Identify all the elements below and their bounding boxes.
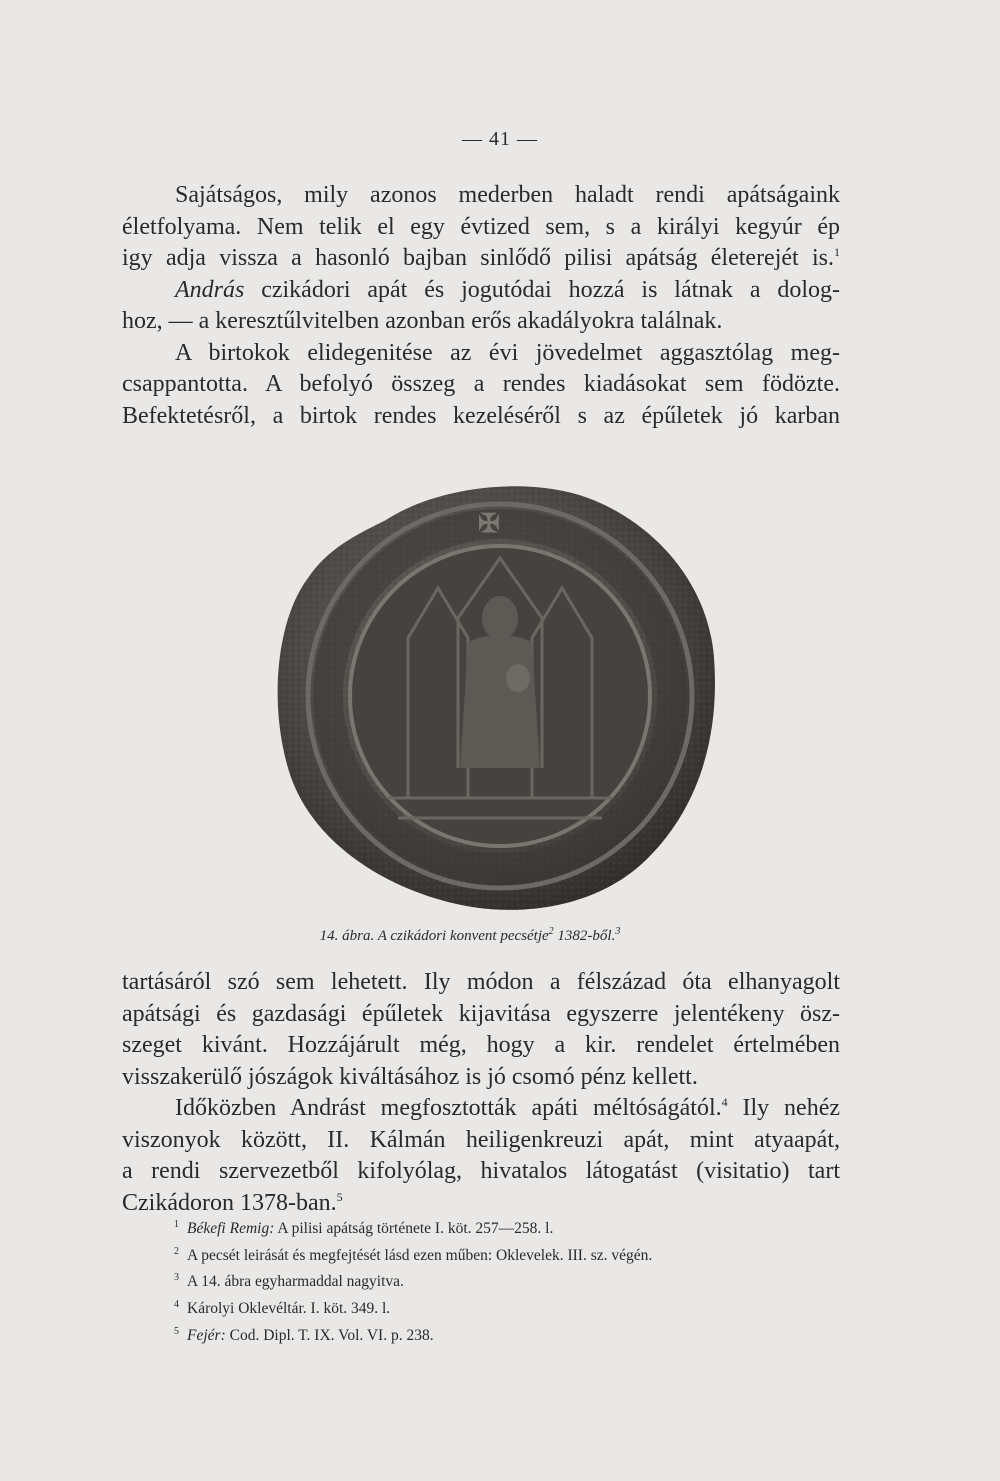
footnote <box>174 1321 854 1348</box>
caption-text: 14. ábra. A czikádori konvent pecsétje <box>319 928 549 944</box>
footnote-mark: 3 <box>174 1272 179 1284</box>
footnote-ref: 1 <box>834 245 840 259</box>
footnote-mark: 1 <box>174 1219 179 1230</box>
line-text: apátsági és gazdasági épűletek kijavitása egyszerre jelentékeny ösz- <box>122 1000 840 1027</box>
text-line <box>122 1125 840 1157</box>
text-line <box>122 275 840 307</box>
footnotes <box>174 1214 854 1347</box>
line-text: Időközben Andrást megfosztották apáti méltóságától. <box>175 1095 722 1121</box>
footnote-mark: 4 <box>174 1298 179 1310</box>
footnote-mark: 5 <box>174 1325 179 1337</box>
figure-caption <box>0 928 940 945</box>
footnote-text: Károlyi Oklevéltár. I. köt. 349. l. <box>187 1300 391 1318</box>
footnote-text: A 14. ábra egyharmaddal nagyitva. <box>187 1273 404 1291</box>
line-text: Ily nehéz <box>727 1095 840 1121</box>
text-line <box>122 180 840 212</box>
line-text: Sajátságos, mily azonos mederben haladt rendi apátságaink <box>175 182 840 208</box>
line-text: A birtokok elidegenitése az évi jövedelmet aggasztólag meg- <box>175 339 840 366</box>
caption-note-ref: 3 <box>615 926 621 937</box>
line-text: a rendi szervezetből kifolyólag, hivatalos látogatást (visitatio) tart <box>122 1158 840 1184</box>
footnote-text: Cod. Dipl. T. IX. Vol. VI. p. 238. <box>225 1326 434 1344</box>
text-line <box>122 1062 840 1094</box>
footnote-text: A pecsét leirását és megfejtését lásd ezen műben: Oklevelek. III. sz. végén. <box>187 1246 653 1264</box>
footnote <box>174 1294 854 1321</box>
caption-note-ref: 2 <box>548 926 554 937</box>
line-text: tartásáról szó sem lehetett. Ily módon a félszázad óta elhanyagolt <box>122 969 840 995</box>
text-line <box>122 243 840 275</box>
text-line <box>122 999 840 1031</box>
footnote <box>174 1267 854 1294</box>
line-text: életfolyama. Nem telik el egy évtized sem, s a királyi kegyúr ép <box>122 213 840 240</box>
line-text: csappantotta. A befolyó összeg a rendes kiadásokat sem födözte. <box>122 371 840 397</box>
text-line <box>122 1030 840 1062</box>
page-number: — 41 — <box>462 128 538 150</box>
text-line <box>122 338 840 370</box>
footnote <box>174 1214 854 1241</box>
line-text: igy adja vissza a hasonló bajban sinlődő pilisi apátság életerejét is. <box>122 245 834 271</box>
footnote <box>174 1241 854 1268</box>
line-text: hoz, — a keresztűlvitelben azonban erős akadályokra találnak. <box>122 308 723 334</box>
line-text: Befektetésről, a birtok rendes kezeléséről s az épűletek jó karban <box>122 402 840 429</box>
italic-name: András <box>175 276 245 303</box>
text-line <box>122 401 840 433</box>
line-text: szeget kivánt. Hozzájárult még, hogy a kir. rendelet értelmében <box>122 1032 840 1058</box>
svg-text:✠: ✠ <box>478 509 500 539</box>
footnote-author: Fejér: <box>187 1326 226 1344</box>
text-line <box>122 967 840 999</box>
text-line <box>122 1093 840 1125</box>
text-line <box>122 369 840 401</box>
line-text: czikádori apát és jogutódai hozzá is látnak a dolog- <box>244 276 840 303</box>
seal-letters <box>478 509 500 539</box>
paragraph-bottom <box>122 967 840 1219</box>
footnote-ref: 5 <box>336 1189 343 1204</box>
line-text: visszakerülő jószágok kiváltásához is jó csomó pénz kellett. <box>122 1063 698 1090</box>
footnote-text: A pilisi apátság története I. köt. 257—258. l. <box>274 1220 554 1238</box>
text-line <box>122 212 840 244</box>
text-line <box>122 1156 840 1188</box>
footnote-mark: 2 <box>174 1245 179 1257</box>
line-text: Czikádoron 1378-ban. <box>122 1189 337 1216</box>
footnote-ref: 4 <box>721 1095 728 1109</box>
line-text: viszonyok között, II. Kálmán heiligenkreuzi apát, mint atyaapát, <box>122 1126 840 1153</box>
text-line <box>122 306 840 338</box>
caption-date: 1382-ből. <box>553 928 616 944</box>
paragraph-top <box>122 180 840 432</box>
seal-image <box>268 468 720 920</box>
footnote-author: Békefi Remig: <box>187 1220 275 1238</box>
